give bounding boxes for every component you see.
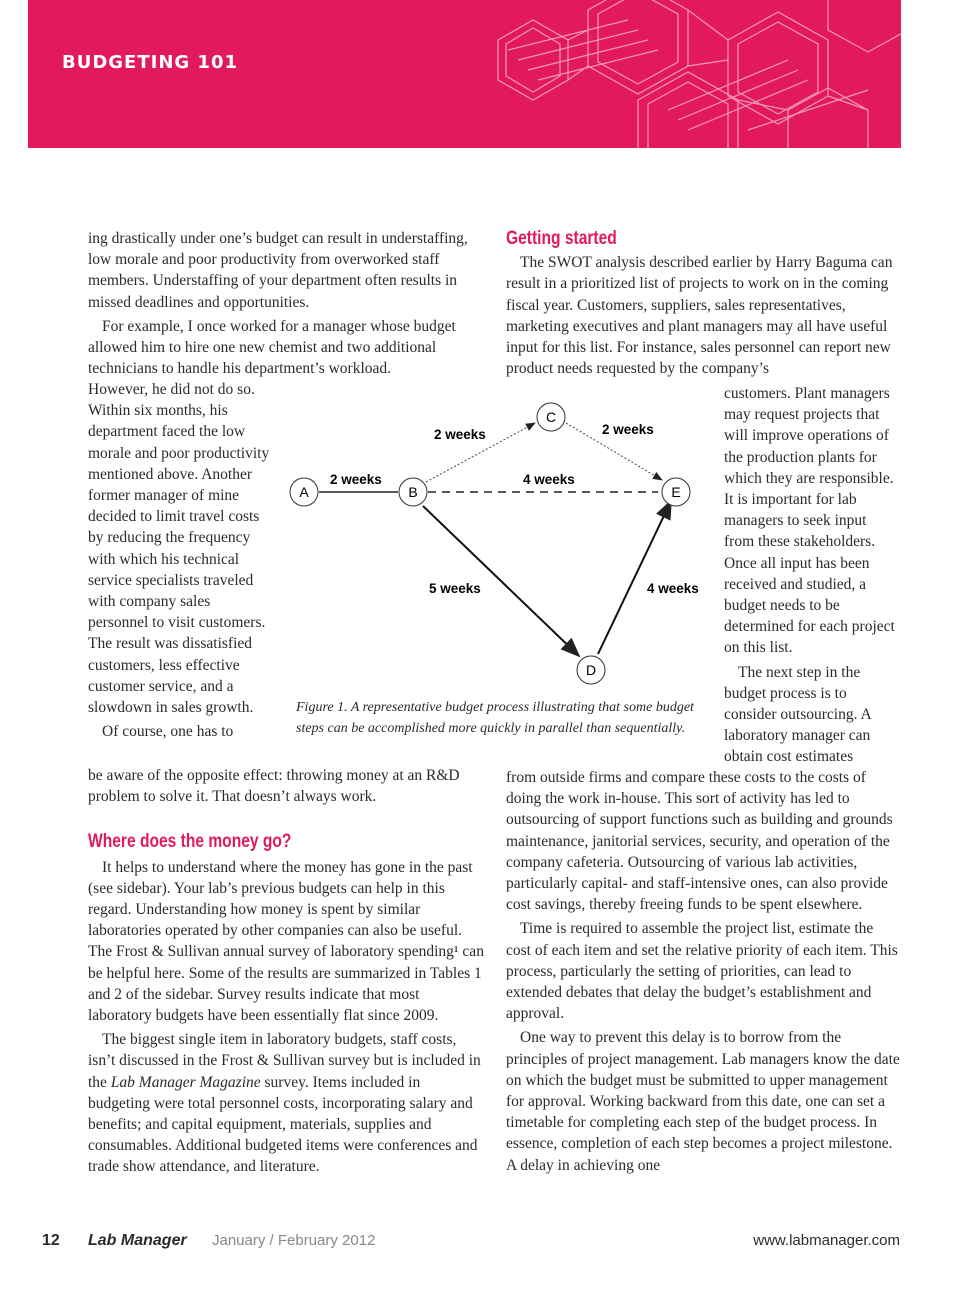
- paragraph: However, he did not do so. Within six months, his department faced the low morale and poor productivity mentioned above. Another former manager of mine decided to limit travel costs by reducing the frequency with which his technical service specialists traveled with company sales personnel to visit customers. The result was dissatisfied customers, less effective customer service, and a slowdown in sales growth.: [88, 381, 270, 717]
- svg-text:D: D: [585, 662, 597, 678]
- paragraph: Of course, one has to: [102, 723, 234, 741]
- left-column-narrow: [88, 379, 270, 742]
- node-e: [662, 478, 690, 506]
- paragraph: The biggest single item in laboratory budgets, staff costs, isn’t discussed in the Frost & Sullivan survey but is included in the Lab Manager Magazine survey. Items included in budgeting were total personnel costs, incorporating salary and benefits; and capital equipment, materials, supplies and consumables. Additional budgeted items were conferences and trade show attendance, and literature.: [88, 1031, 481, 1176]
- section-title: BUDGETING 101: [62, 52, 239, 73]
- paragraph: The next step in the budget process is to consider outsourcing. A laboratory manager can obtain cost estimates: [724, 663, 871, 766]
- magazine-title: Lab Manager Magazine: [110, 1073, 261, 1091]
- paragraph: from outside firms and compare these costs to the costs of doing the work in-house. This sort of activity has led to outsourcing of support functions such as building and grounds maintenance, janitorial services, security, and operation of the company cafeteria. Outsourcing of various lab activities, particularly capital- and staff-intensive ones, can also provide cost savings, thereby freeing funds to be spent elsewhere.: [506, 769, 893, 914]
- node-c: [537, 403, 565, 431]
- paragraph: It helps to understand where the money has gone in the past (see sidebar). Your lab’s previous budgets can help in this regard. Understanding how money is spent by similar laboratories operated by other companies can also be useful. The Frost & Sullivan annual survey of laboratory spending¹ can be helpful here. Some of the results are summarized in Tables 1 and 2 of the sidebar. Survey results indicate that most laboratory budgets have been essentially flat since 2009.: [88, 858, 484, 1025]
- svg-text:E: E: [671, 484, 681, 500]
- figure-1: [280, 398, 720, 698]
- right-column-bottom: [506, 767, 900, 1176]
- svg-text:A: A: [299, 484, 309, 500]
- paragraph: One way to prevent this delay is to borrow from the principles of project management. Lab managers know the date on which the budget must be submitted to upper management for approval. Working backward from this date, one can set a timetable for completing each step of the budget process. In essence, completion of each step becomes a project milestone. A delay in achieving one: [506, 1029, 900, 1174]
- paragraph: Time is required to assemble the project list, estimate the cost of each item and set the relative priority of each item. This process, particularly the setting of priorities, can lead to extended debates that delay the budget’s establishment and approval.: [506, 920, 898, 1023]
- section-heading: Where does the money go?: [88, 831, 292, 853]
- paragraph: ing drastically under one’s budget can result in understaffing, low morale and poor productivity from overworked staff members. Understaffing of your department often results in missed deadlines and opportunities.: [88, 230, 468, 311]
- left-column-bottom: [88, 765, 484, 1178]
- section-heading: Getting started: [506, 228, 617, 249]
- right-column-narrow: [724, 383, 900, 768]
- section-banner: [28, 0, 901, 148]
- figure-caption: Figure 1. A representative budget process illustrating that some budget steps can be accomplished more quickly in parallel than sequentially.: [296, 700, 694, 736]
- budget-process-diagram: [280, 398, 720, 698]
- node-a: [290, 478, 318, 506]
- svg-text:B: B: [408, 484, 418, 500]
- paragraph: customers. Plant managers may request projects that will improve operations of the production plants for which they are responsible. It is important for lab managers to seek input from these stakeholders. Once all input has been received and studied, a budget needs to be determined for each project on this list.: [724, 385, 895, 657]
- right-column-top: [506, 228, 898, 379]
- website-link[interactable]: www.labmanager.com: [753, 1232, 900, 1249]
- svg-text:C: C: [545, 409, 557, 425]
- paragraph: For example, I once worked for a manager whose budget allowed him to hire one new chemist and two additional technicians to handle his department’s workload.: [88, 317, 456, 378]
- magazine-name: Lab Manager: [88, 1232, 187, 1249]
- page-number: 12: [42, 1232, 60, 1249]
- paragraph: The SWOT analysis described earlier by Harry Baguma can result in a prioritized list of projects to work on in the coming fiscal year. Customers, suppliers, sales representatives, marketing executives and plant managers may all have useful input for this list. For instance, sales personnel can report new product needs requested by the company’s: [506, 254, 893, 378]
- label-b-e: 4 weeks: [523, 472, 575, 487]
- left-column-top: [88, 228, 484, 379]
- hexagon-decoration: [28, 0, 901, 148]
- paragraph: be aware of the opposite effect: throwing money at an R&D problem to solve it. That doesn’t always work.: [88, 767, 460, 806]
- edge-d-e: [598, 501, 671, 654]
- node-b: [399, 478, 427, 506]
- label-d-e: 4 weeks: [647, 581, 699, 596]
- label-b-d: 5 weeks: [429, 581, 481, 596]
- node-d: [577, 656, 605, 684]
- issue-date: January / February 2012: [212, 1232, 376, 1249]
- label-a-b: 2 weeks: [330, 472, 382, 487]
- label-c-e: 2 weeks: [602, 422, 654, 437]
- label-b-c: 2 weeks: [434, 427, 486, 442]
